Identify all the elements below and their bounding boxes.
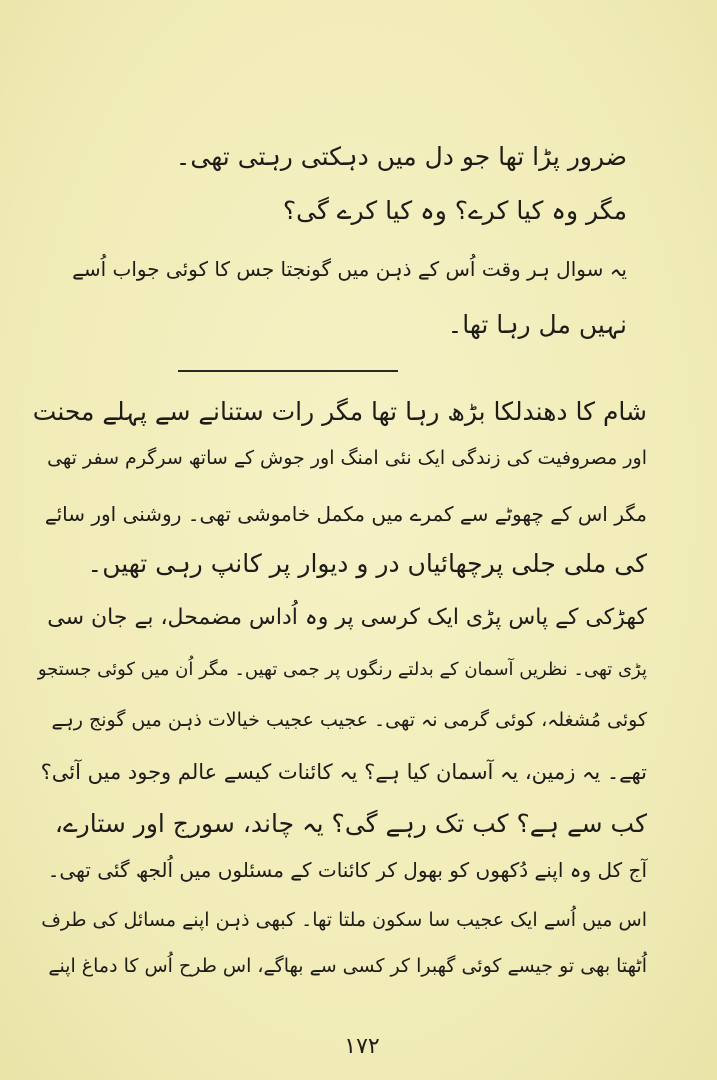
text-line: ضرور پڑا تھا جو دل میں دہکتی رہتی تھی۔ [175, 142, 627, 171]
text-line: نہیں مل رہا تھا۔ [447, 310, 627, 339]
paragraph-main [30, 395, 647, 995]
text-line: آج کل وہ اپنے دُکھوں کو بھول کر کائنات کے مسئلوں میں اُلجھ گئی تھی۔ [47, 858, 647, 882]
text-line: کوئی مُشغلہ، کوئی گرمی نہ تھی۔ عجیب عجیب خیالات ذہن میں گونج رہے [51, 709, 647, 731]
text-line: یہ سوال ہر وقت اُس کے ذہن میں گونجتا جس کا کوئی جواب اُسے [72, 257, 627, 281]
page-number: ۱۷۲ [344, 1034, 380, 1059]
text-line: اور مصروفیت کی زندگی ایک نئی امنگ اور جوش کے ساتھ سرگرم سفر تھی [47, 447, 647, 469]
text-line: پڑی تھی۔ نظریں آسمان کے بدلتے رنگوں پر جمی تھیں۔ مگر اُن میں کوئی جستجو [37, 659, 647, 680]
text-line: کھڑکی کے پاس پڑی ایک کرسی پر وہ اُداس مضمحل، بے جان سی [47, 605, 647, 630]
text-line: اُٹھتا بھی تو جیسے کوئی گھبرا کر کسی سے بھاگے، اس طرح اُس کا دماغ اپنے [48, 955, 647, 977]
section-divider [178, 370, 398, 372]
text-line: کب سے ہے؟ کب تک رہے گی؟ یہ چاند، سورج اور ستارے، [54, 809, 647, 838]
text-line: مگر اس کے چھوٹے سے کمرے میں مکمل خاموشی تھی۔ روشنی اور سائے [44, 502, 647, 526]
paragraph-top [60, 130, 627, 360]
text-line: کی ملی جلی پرچھائیاں در و دیوار پر کانپ رہی تھیں۔ [87, 549, 647, 578]
text-line: مگر وہ کیا کرے؟ وہ کیا کرے گی؟ [282, 196, 627, 225]
text-line: تھے۔ یہ زمین، یہ آسمان کیا ہے؟ یہ کائنات کیسے عالم وجود میں آئی؟ [40, 760, 647, 784]
text-line: شام کا دھندلکا بڑھ رہا تھا مگر رات ستنانے سے پہلے محنت [32, 397, 647, 426]
text-line: اس میں اُسے ایک عجیب سا سکون ملتا تھا۔ کبھی ذہن اپنے مسائل کی طرف [41, 909, 647, 931]
